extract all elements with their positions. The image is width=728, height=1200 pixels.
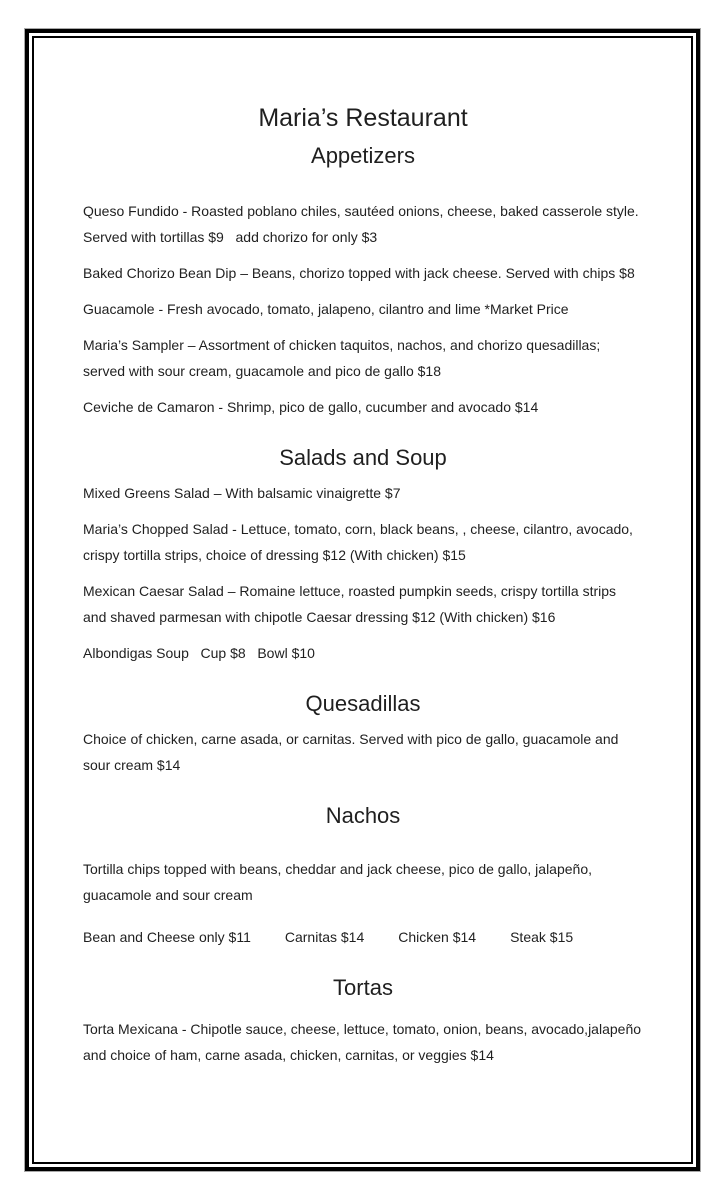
nachos-price-option-bean-and-cheese: Bean and Cheese only $11 — [83, 929, 251, 945]
section-heading-appetizers: Appetizers — [311, 143, 415, 168]
menu-item-nachos-description: Tortilla chips topped with beans, cheddar and jack cheese, pico de gallo, jalapeño, guacamole and sour cream — [83, 861, 596, 903]
menu-item-mexican-caesar-salad: Mexican Caesar Salad – Romaine lettuce, roasted pumpkin seeds, crispy tortilla strips and shaved parmesan with chipotle Caesar dressing $12 (With chicken) $16 — [83, 583, 620, 625]
menu-item-guacamole: Guacamole - Fresh avocado, tomato, jalapeno, cilantro and lime *Market Price — [83, 301, 569, 317]
menu-item-marias-chopped-salad: Maria’s Chopped Salad - Lettuce, tomato, corn, black beans, , cheese, cilantro, avocado, crispy tortilla strips, choice of dressing $12 (With chicken) $15 — [83, 521, 637, 563]
restaurant-title: Maria’s Restaurant — [258, 104, 468, 132]
section-heading-nachos: Nachos — [325, 803, 401, 828]
section-salads-and-soup — [83, 444, 643, 666]
menu-item-ceviche-de-camaron: Ceviche de Camaron - Shrimp, pico de gallo, cucumber and avocado $14 — [83, 399, 539, 415]
section-quesadillas — [83, 690, 643, 778]
page-border-thin-line — [32, 36, 693, 1164]
menu-item-quesadillas-description: Choice of chicken, carne asada, or carnitas. Served with pico de gallo, guacamole and sour cream $14 — [83, 731, 623, 773]
nachos-price-option-carnitas: Carnitas $14 — [284, 929, 365, 945]
menu-item-baked-chorizo-bean-dip: Baked Chorizo Bean Dip – Beans, chorizo topped with jack cheese. Served with chips $8 — [83, 265, 635, 281]
menu-item-queso-fundido: Queso Fundido - Roasted poblano chiles, sautéed onions, cheese, baked casserole style. Served with tortillas $9 add chorizo for only $3 — [83, 203, 643, 245]
nachos-price-option-steak: Steak $15 — [510, 929, 574, 945]
section-heading-quesadillas: Quesadillas — [305, 691, 421, 716]
section-tortas — [83, 974, 643, 1068]
nachos-price-row — [83, 924, 643, 950]
menu-item-mixed-greens-salad: Mixed Greens Salad – With balsamic vinaigrette $7 — [83, 485, 401, 501]
section-appetizers — [83, 142, 643, 420]
menu-item-torta-mexicana: Torta Mexicana - Chipotle sauce, cheese, lettuce, tomato, onion, beans, avocado,jalapeño and choice of ham, carne asada, chicken, carnitas, or veggies $14 — [83, 1021, 645, 1063]
section-nachos — [83, 802, 643, 950]
page-border-outline — [24, 28, 701, 1172]
section-heading-salads-and-soup: Salads and Soup — [279, 445, 447, 470]
nachos-price-option-chicken: Chicken $14 — [398, 929, 477, 945]
page-border-thick-line — [25, 29, 700, 1171]
page-border — [24, 28, 701, 1172]
menu-item-marias-sampler: Maria’s Sampler – Assortment of chicken taquitos, nachos, and chorizo quesadillas; served with sour cream, guacamole and pico de gallo $18 — [83, 337, 605, 379]
section-heading-tortas: Tortas — [333, 975, 393, 1000]
menu-content — [34, 38, 691, 1068]
menu-item-albondigas-soup: Albondigas Soup Cup $8 Bowl $10 — [83, 645, 315, 661]
